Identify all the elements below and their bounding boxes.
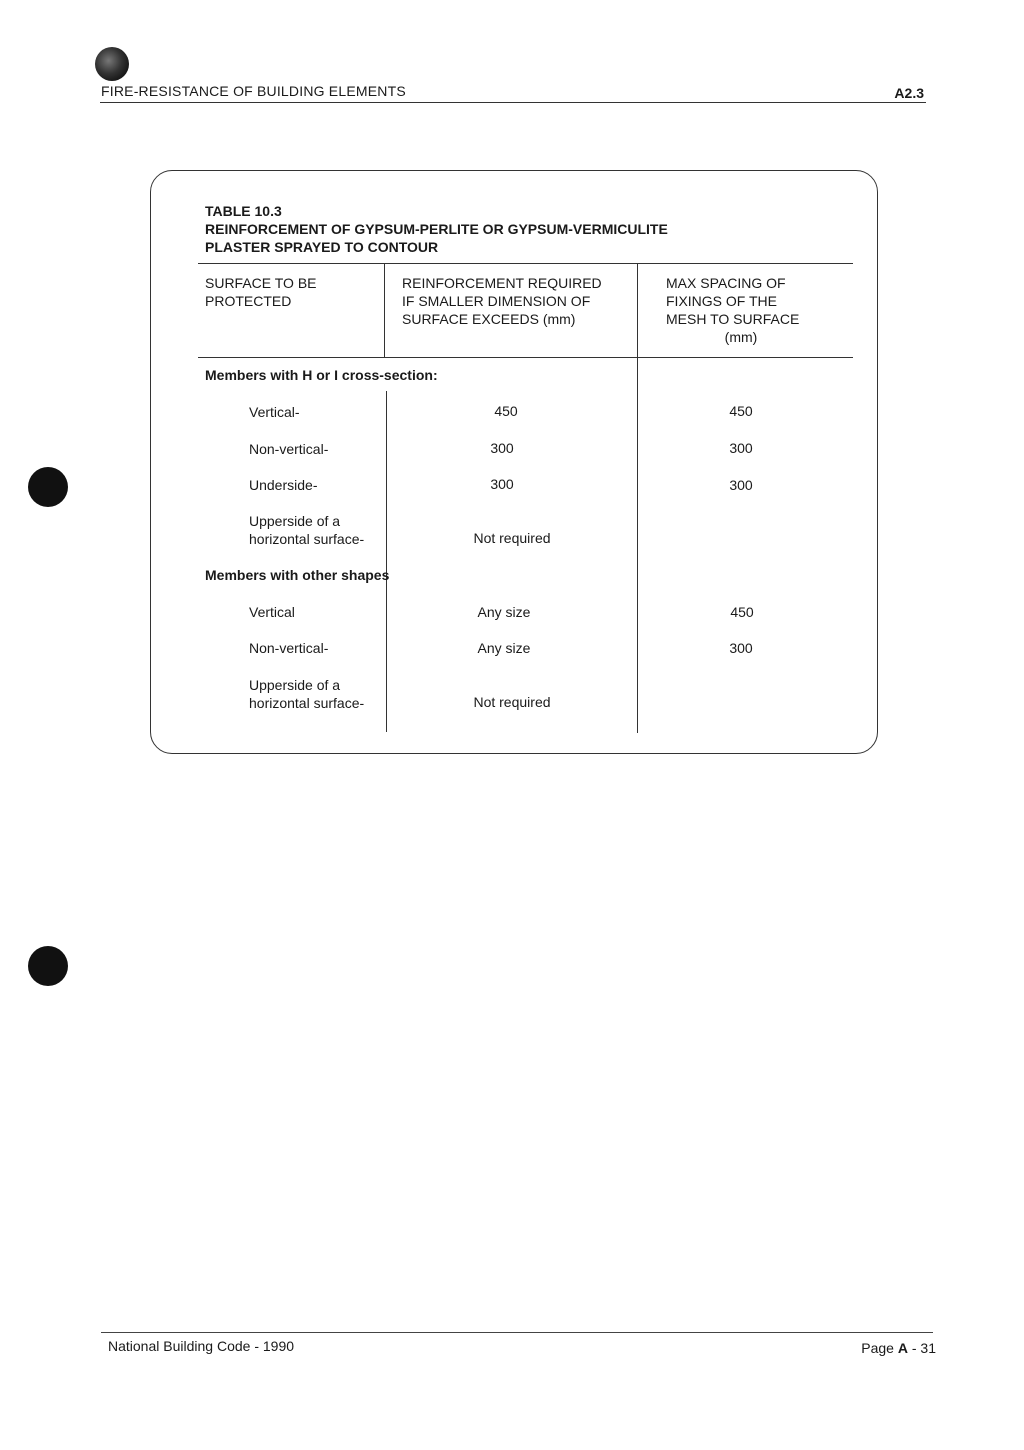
reinforcement-value: 300 [490, 440, 514, 456]
reinforcement-value: 450 [494, 403, 518, 419]
column-header-reinforcement: REINFORCEMENT REQUIRED IF SMALLER DIMENSION OF SURFACE EXCEEDS (mm) [402, 275, 602, 327]
spacing-value: 300 [729, 477, 753, 493]
row-label: Vertical [249, 604, 295, 620]
section-heading: Members with other shapes [205, 567, 390, 583]
section-heading: Members with H or I cross-section: [205, 367, 438, 383]
spacing-value: 300 [729, 440, 753, 456]
row-label: Underside- [249, 477, 318, 493]
table-title-line: PLASTER SPRAYED TO CONTOUR [205, 239, 439, 255]
reinforcement-value: 300 [490, 476, 514, 492]
page-number: Page A - 31 [861, 1340, 936, 1356]
page-header-title: FIRE-RESISTANCE OF BUILDING ELEMENTS [101, 83, 406, 99]
reinforcement-value: Any size [477, 640, 531, 656]
table-title-line: REINFORCEMENT OF GYPSUM-PERLITE OR GYPSUM-VERMICULITE [205, 221, 668, 237]
row-label: Non-vertical- [249, 441, 329, 457]
footer-publication: National Building Code - 1990 [108, 1338, 295, 1354]
column-header-surface: SURFACE TO BE PROTECTED [205, 275, 317, 309]
row-label: Non-vertical- [249, 640, 329, 656]
section-code: A2.3 [894, 85, 924, 101]
table-header-rule [198, 357, 853, 358]
row-label: Vertical- [249, 404, 300, 420]
header-divider [100, 102, 926, 103]
table-number: TABLE 10.3 [205, 203, 282, 219]
spacing-value: 450 [730, 604, 754, 620]
column-header-spacing: MAX SPACING OF FIXINGS OF THE MESH TO SURFACE (mm) [666, 275, 800, 345]
table-top-rule [198, 263, 853, 264]
punch-hole-decoration [28, 467, 68, 507]
footer-divider [101, 1332, 933, 1333]
punch-hole-decoration [95, 47, 129, 81]
table-frame [150, 170, 878, 754]
row-label: Upperside of a horizontal surface- [249, 677, 365, 711]
reinforcement-value: Any size [477, 604, 531, 620]
spacing-value: 300 [729, 640, 753, 656]
column-divider [386, 391, 387, 732]
table-title [205, 202, 668, 256]
row-label: Upperside of a horizontal surface- [249, 513, 365, 547]
reinforcement-value: Not required [473, 694, 551, 710]
punch-hole-decoration [28, 946, 68, 986]
spacing-value: 450 [729, 403, 753, 419]
column-divider [384, 263, 385, 357]
column-divider [637, 263, 638, 733]
reinforcement-value: Not required [473, 530, 551, 546]
